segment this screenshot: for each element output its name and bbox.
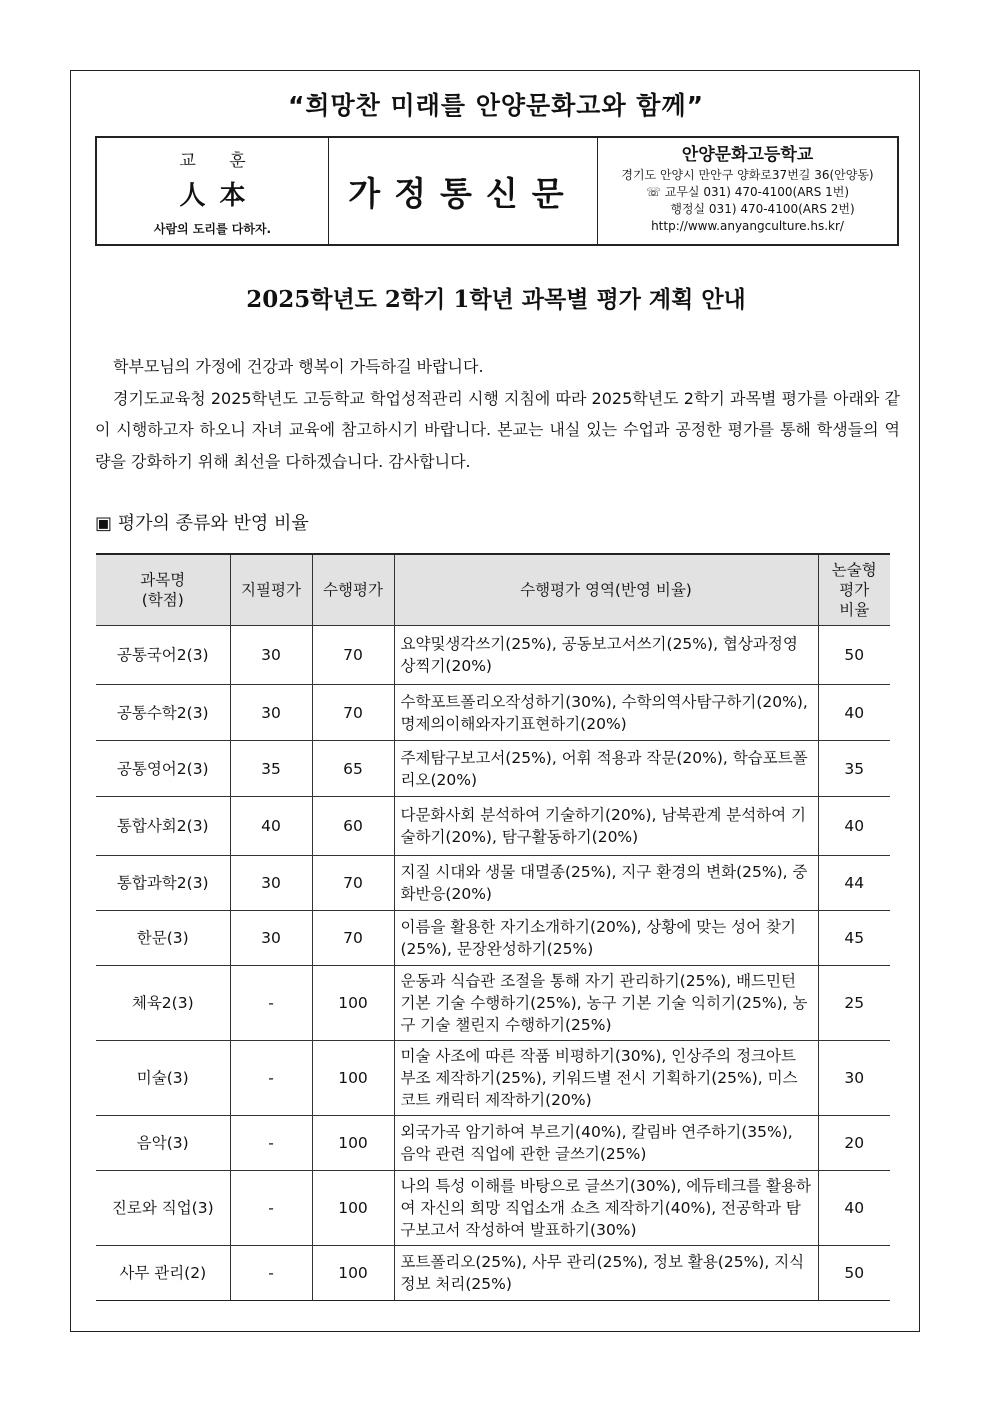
motto-subtitle: 사람의 도리를 다하자. (153, 221, 272, 236)
school-website[interactable]: http://www.anyangculture.hs.kr/ (651, 219, 844, 233)
table-row (96, 626, 890, 685)
document-title: 2025학년도 2학기 1학년 과목별 평가 계획 안내 (246, 286, 746, 313)
cell-essay: 20 (818, 1116, 890, 1171)
header-areas: 수행평가 영역(반영 비율) (394, 554, 818, 626)
document-type: 가정통신문 (329, 138, 598, 244)
table-row (96, 1041, 890, 1116)
cell-essay: 40 (818, 685, 890, 741)
table-row (96, 685, 890, 741)
cell-essay: 40 (818, 797, 890, 856)
cell-essay: 40 (818, 1171, 890, 1246)
cell-written: - (230, 1171, 312, 1246)
cell-performance: 70 (312, 685, 394, 741)
cell-essay: 45 (818, 911, 890, 966)
cell-subject: 진로와 직업(3) (96, 1171, 230, 1246)
cell-performance: 70 (312, 856, 394, 911)
cell-subject: 음악(3) (96, 1116, 230, 1171)
cell-performance: 70 (312, 911, 394, 966)
cell-written: 30 (230, 911, 312, 966)
cell-written: 30 (230, 856, 312, 911)
cell-essay: 25 (818, 966, 890, 1041)
cell-subject: 공통영어2(3) (96, 741, 230, 797)
section-title: ▣ 평가의 종류와 반영 비율 (95, 513, 309, 534)
table-row (96, 797, 890, 856)
school-info (598, 138, 897, 244)
cell-essay: 35 (818, 741, 890, 797)
table-row (96, 1171, 890, 1246)
cell-areas: 다문화사회 분석하여 기술하기(20%), 남북관계 분석하여 기술하기(20%), 탐구활동하기(20%) (394, 797, 818, 856)
phone-admin: 행정실 031) 470-4100(ARS 2번) (670, 202, 855, 216)
cell-essay: 50 (818, 1246, 890, 1301)
header-subject: 과목명 (학점) (96, 554, 230, 626)
school-address: 경기도 안양시 만안구 양화로37번길 36(안양동) (621, 168, 874, 182)
table-row (96, 911, 890, 966)
letterhead (95, 136, 899, 246)
header-written: 지필평가 (230, 554, 312, 626)
cell-subject: 미술(3) (96, 1041, 230, 1116)
table-row (96, 966, 890, 1041)
header-essay: 논술형 평가 비율 (818, 554, 890, 626)
cell-written: 30 (230, 626, 312, 685)
cell-performance: 70 (312, 626, 394, 685)
cell-written: 40 (230, 797, 312, 856)
cell-areas: 지질 시대와 생물 대멸종(25%), 지구 환경의 변화(25%), 중화반응(20%) (394, 856, 818, 911)
cell-written: - (230, 1116, 312, 1171)
cell-written: 30 (230, 685, 312, 741)
cell-performance: 100 (312, 966, 394, 1041)
cell-performance: 60 (312, 797, 394, 856)
cell-essay: 30 (818, 1041, 890, 1116)
table-row (96, 741, 890, 797)
cell-areas: 이름을 활용한 자기소개하기(20%), 상황에 맞는 성어 찾기(25%), 문장완성하기(25%) (394, 911, 818, 966)
cell-written: 35 (230, 741, 312, 797)
cell-subject: 공통국어2(3) (96, 626, 230, 685)
cell-written: - (230, 1246, 312, 1301)
cell-performance: 65 (312, 741, 394, 797)
cell-areas: 운동과 식습관 조절을 통해 자기 관리하기(25%), 배드민턴 기본 기술 수행하기(25%), 농구 기본 기술 익히기(25%), 농구 기술 챌린지 수행하기(25%) (394, 966, 818, 1041)
phone-office: ☏ 교무실 031) 470-4100(ARS 1번) (645, 185, 850, 199)
cell-areas: 외국가곡 암기하여 부르기(40%), 칼림바 연주하기(35%), 음악 관련 직업에 관한 글쓰기(25%) (394, 1116, 818, 1171)
evaluation-table (96, 553, 890, 1301)
school-motto-box (97, 138, 329, 244)
school-motto: “희망찬 미래를 안양문화고와 함께” (287, 91, 705, 120)
table-header-row (96, 554, 890, 626)
intro-paragraph: 학부모님의 가정에 건강과 행복이 가득하길 바랍니다. (113, 357, 484, 376)
cell-subject: 체육2(3) (96, 966, 230, 1041)
table-row (96, 1116, 890, 1171)
cell-areas: 요약및생각쓰기(25%), 공동보고서쓰기(25%), 협상과정영상찍기(20%) (394, 626, 818, 685)
cell-performance: 100 (312, 1246, 394, 1301)
table-row (96, 856, 890, 911)
table-row (96, 1246, 890, 1301)
motto-chars: 人本 (179, 180, 260, 211)
cell-performance: 100 (312, 1041, 394, 1116)
cell-areas: 포트폴리오(25%), 사무 관리(25%), 정보 활용(25%), 지식 정보 처리(25%) (394, 1246, 818, 1301)
cell-subject: 공통수학2(3) (96, 685, 230, 741)
cell-areas: 수학포트폴리오작성하기(30%), 수학의역사탐구하기(20%), 명제의이해와자기표현하기(20%) (394, 685, 818, 741)
cell-essay: 44 (818, 856, 890, 911)
header-performance: 수행평가 (312, 554, 394, 626)
cell-areas: 주제탐구보고서(25%), 어휘 적용과 작문(20%), 학습포트폴리오(20%) (394, 741, 818, 797)
intro-text (95, 351, 900, 477)
cell-written: - (230, 1041, 312, 1116)
cell-areas: 미술 사조에 따른 작품 비평하기(30%), 인상주의 정크아트 부조 제작하기(25%), 키워드별 전시 기획하기(25%), 미스코트 캐릭터 제작하기(20%) (394, 1041, 818, 1116)
cell-written: - (230, 966, 312, 1041)
intro-paragraph: 경기도교육청 2025학년도 고등학교 학업성적관리 시행 지침에 따라 2025학년도 2학기 과목별 평가를 아래와 같이 시행하고자 하오니 자녀 교육에 참고하시기 바랍니다. 본교는 내실 있는 수업과 공정한 평가를 통해 학생들의 역량을 강화하기 위해 최선을 다하겠습니다. 감사합니다. (95, 388, 900, 471)
motto-label: 교 훈 (179, 150, 260, 171)
cell-performance: 100 (312, 1171, 394, 1246)
school-name: 안양문화고등학교 (681, 145, 814, 165)
cell-subject: 사무 관리(2) (96, 1246, 230, 1301)
cell-areas: 나의 특성 이해를 바탕으로 글쓰기(30%), 에듀테크를 활용하여 자신의 희망 직업소개 쇼츠 제작하기(40%), 전공학과 탐구보고서 작성하여 발표하기(30%) (394, 1171, 818, 1246)
cell-subject: 통합사회2(3) (96, 797, 230, 856)
cell-essay: 50 (818, 626, 890, 685)
cell-subject: 통합과학2(3) (96, 856, 230, 911)
cell-performance: 100 (312, 1116, 394, 1171)
cell-subject: 한문(3) (96, 911, 230, 966)
